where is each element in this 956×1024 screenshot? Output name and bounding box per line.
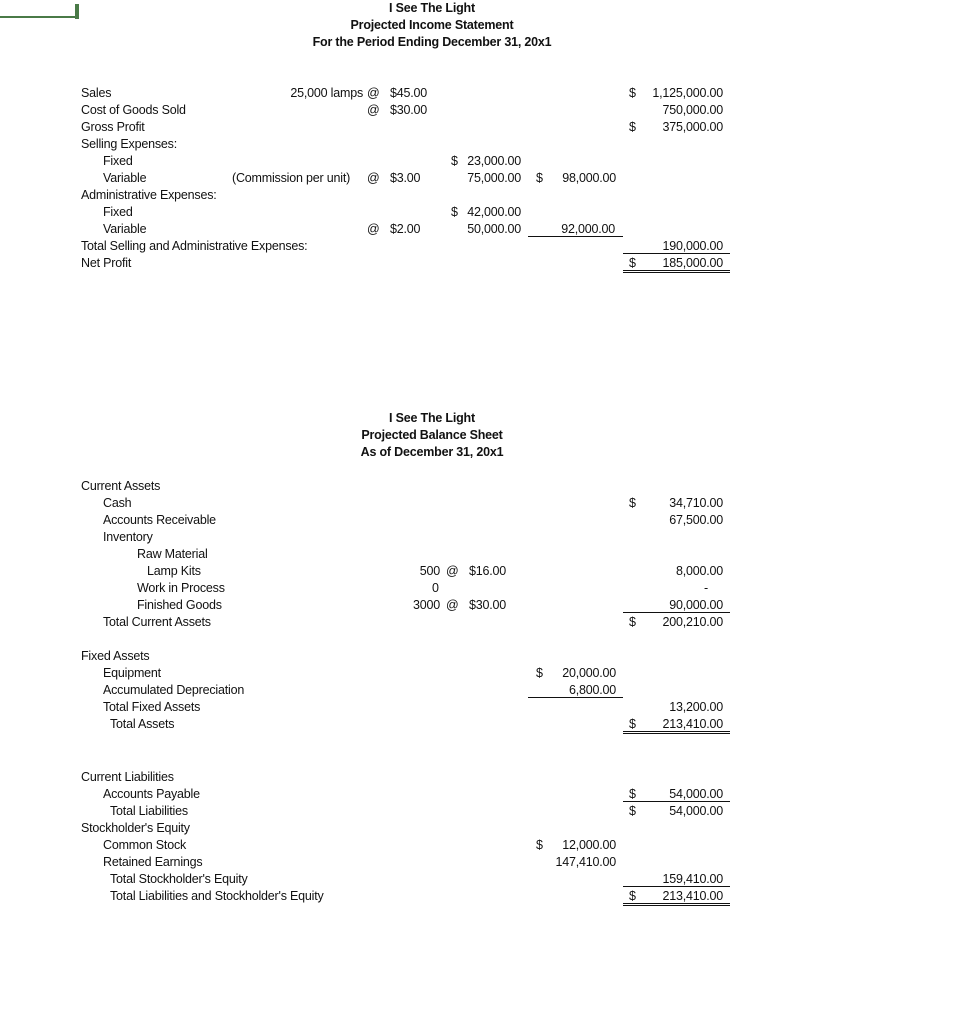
finished-goods-price: $30.00	[469, 598, 507, 612]
accum-dep-label: Accumulated Depreciation	[103, 683, 245, 697]
admin-fixed-amount: 42,000.00	[467, 205, 521, 219]
lamp-kits-qty: 500	[419, 564, 440, 578]
lamp-kits-amount: 8,000.00	[675, 564, 723, 578]
retained-earnings-label: Retained Earnings	[103, 855, 203, 869]
ap-label: Accounts Payable	[103, 787, 200, 801]
cash-amount: 34,710.00	[669, 496, 723, 510]
sales-qty: 25,000 lamps	[290, 86, 363, 100]
cogs-label: Cost of Goods Sold	[81, 103, 186, 117]
selling-fixed-amount: 23,000.00	[467, 154, 521, 168]
finished-goods-qty: 3000	[412, 598, 440, 612]
wip-label: Work in Process	[137, 581, 225, 595]
total-assets-label: Total Assets	[110, 717, 175, 731]
net-profit-label: Net Profit	[81, 256, 132, 270]
balance-title-date: As of December 31, 20x1	[360, 445, 504, 459]
gross-profit-amount: 375,000.00	[662, 120, 723, 134]
total-assets-currency: $	[629, 717, 636, 731]
cell-selection-handle	[75, 4, 79, 19]
selling-variable-label: Variable	[103, 171, 147, 185]
total-equity-label: Total Stockholder's Equity	[110, 872, 248, 886]
selling-variable-price: $3.00	[390, 171, 421, 185]
selling-fixed-label: Fixed	[103, 154, 133, 168]
common-stock-amount: 12,000.00	[562, 838, 616, 852]
equity-heading: Stockholder's Equity	[81, 821, 190, 835]
total-sga-amount: 190,000.00	[623, 238, 730, 254]
income-title-period: For the Period Ending December 31, 20x1	[312, 35, 552, 49]
admin-variable-label: Variable	[103, 222, 147, 236]
lamp-kits-label: Lamp Kits	[147, 564, 201, 578]
retained-earnings-amount: 147,410.00	[555, 855, 616, 869]
equipment-label: Equipment	[103, 666, 161, 680]
accum-dep-amount: 6,800.00	[528, 682, 623, 698]
admin-variable-amount: 50,000.00	[467, 222, 521, 236]
gross-profit-currency: $	[629, 120, 636, 134]
total-liabilities-currency: $	[629, 804, 636, 818]
common-stock-currency: $	[536, 838, 543, 852]
selling-expenses-label: Selling Expenses:	[81, 137, 177, 151]
finished-goods-at: @	[446, 598, 459, 612]
balance-title-report: Projected Balance Sheet	[361, 428, 503, 442]
total-current-assets-currency: $	[629, 615, 636, 629]
lamp-kits-at: @	[446, 564, 459, 578]
total-fixed-assets-label: Total Fixed Assets	[103, 700, 201, 714]
selling-variable-note: (Commission per unit)	[232, 171, 351, 185]
total-le-total	[623, 888, 730, 906]
admin-fixed-currency: $	[451, 205, 458, 219]
finished-goods-label: Finished Goods	[137, 598, 222, 612]
wip-amount: -	[704, 581, 708, 595]
net-profit-amount: 185,000.00	[662, 256, 723, 270]
sales-currency: $	[629, 86, 636, 100]
cogs-at: @	[367, 103, 380, 117]
ap-amount: 54,000.00	[669, 787, 723, 801]
cogs-price: $30.00	[390, 103, 428, 117]
current-liabilities-heading: Current Liabilities	[81, 770, 174, 784]
cash-label: Cash	[103, 496, 132, 510]
admin-total-amount: 92,000.00	[528, 221, 623, 237]
total-le-amount: 213,410.00	[662, 889, 723, 903]
wip-qty: 0	[432, 581, 439, 595]
total-equity-amount: 159,410.00	[623, 871, 730, 887]
admin-variable-price: $2.00	[390, 222, 421, 236]
selling-total-amount: 98,000.00	[562, 171, 616, 185]
balance-title-company: I See The Light	[389, 411, 475, 425]
total-assets-amount: 213,410.00	[662, 717, 723, 731]
sales-label: Sales	[81, 86, 112, 100]
income-title-report: Projected Income Statement	[350, 18, 514, 32]
selling-variable-at: @	[367, 171, 380, 185]
ar-label: Accounts Receivable	[103, 513, 216, 527]
net-profit-currency: $	[629, 256, 636, 270]
selling-total-currency: $	[536, 171, 543, 185]
total-current-assets-amount: 200,210.00	[662, 615, 723, 629]
ar-amount: 67,500.00	[669, 513, 723, 527]
total-current-assets-label: Total Current Assets	[103, 615, 211, 629]
cogs-amount: 750,000.00	[662, 103, 723, 117]
income-title-company: I See The Light	[389, 1, 475, 15]
fixed-assets-heading: Fixed Assets	[81, 649, 150, 663]
sales-at: @	[367, 86, 380, 100]
total-fixed-assets-amount: 13,200.00	[669, 700, 723, 714]
finished-goods-amount: 90,000.00	[623, 597, 730, 613]
gross-profit-label: Gross Profit	[81, 120, 145, 134]
total-sga-label: Total Selling and Administrative Expenses:	[81, 239, 308, 253]
admin-fixed-label: Fixed	[103, 205, 133, 219]
ap-currency: $	[629, 787, 636, 801]
raw-material-heading: Raw Material	[137, 547, 208, 561]
sales-price: $45.00	[390, 86, 428, 100]
common-stock-label: Common Stock	[103, 838, 187, 852]
lamp-kits-price: $16.00	[469, 564, 507, 578]
equipment-currency: $	[536, 666, 543, 680]
cash-currency: $	[629, 496, 636, 510]
inventory-heading: Inventory	[103, 530, 153, 544]
total-liabilities-amount: 54,000.00	[669, 804, 723, 818]
equipment-amount: 20,000.00	[562, 666, 616, 680]
ap-total	[623, 786, 730, 802]
total-le-label: Total Liabilities and Stockholder's Equity	[110, 889, 324, 903]
selling-fixed-currency: $	[451, 154, 458, 168]
total-liabilities-label: Total Liabilities	[110, 804, 188, 818]
admin-expenses-label: Administrative Expenses:	[81, 188, 217, 202]
net-profit-total	[623, 255, 730, 273]
total-le-currency: $	[629, 889, 636, 903]
sales-amount: 1,125,000.00	[652, 86, 723, 100]
selling-variable-amount: 75,000.00	[467, 171, 521, 185]
total-assets-total	[623, 716, 730, 734]
admin-variable-at: @	[367, 222, 380, 236]
cell-selection-marker	[0, 16, 78, 18]
current-assets-heading: Current Assets	[81, 479, 161, 493]
